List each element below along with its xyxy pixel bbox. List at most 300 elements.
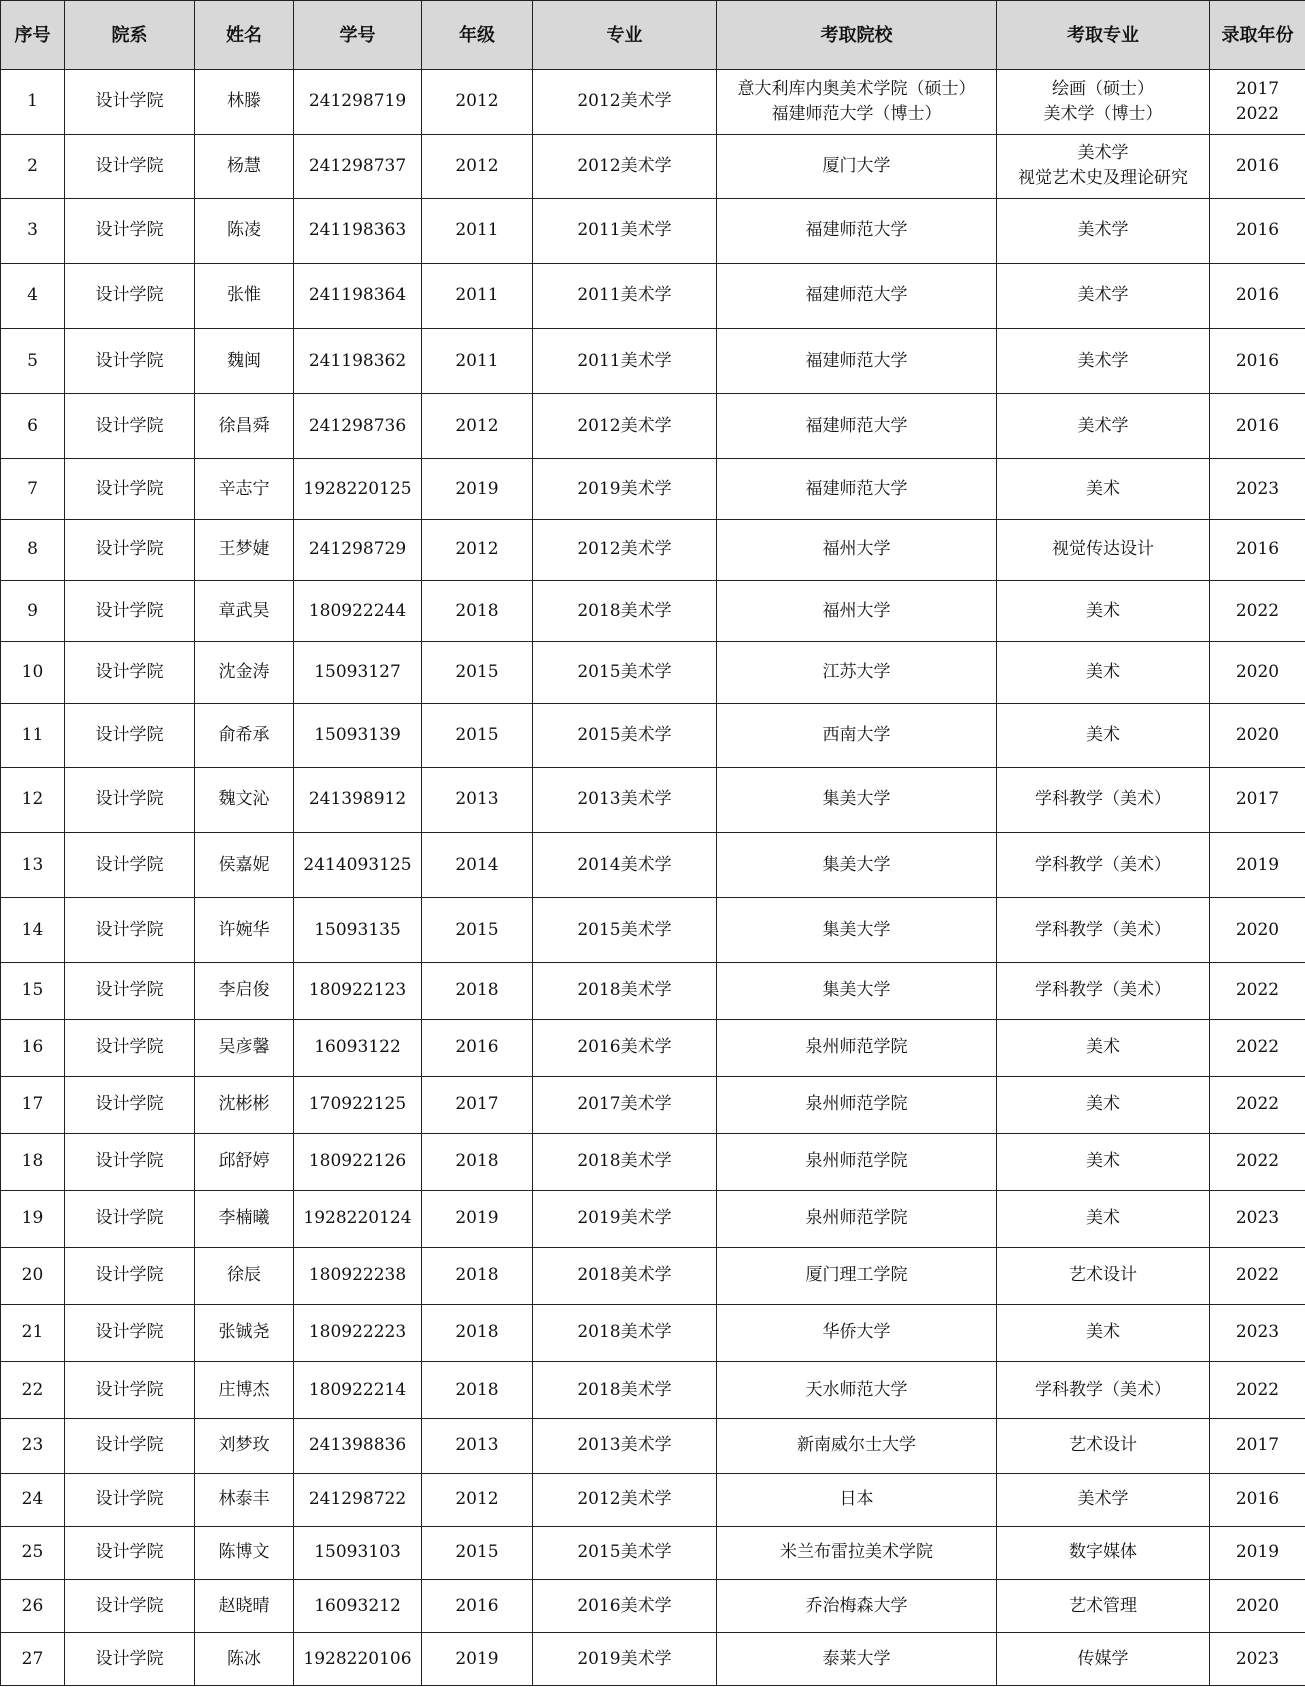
table-row <box>1 263 1305 329</box>
cell-dept: 设计学院 <box>65 1473 195 1526</box>
cell-year-line: 2016 <box>1235 220 1280 241</box>
cell-target-major-line: 美术 <box>1086 1208 1120 1229</box>
cell-major: 2013美术学 <box>533 768 717 833</box>
cell-dept: 设计学院 <box>65 898 195 963</box>
cell-student-id: 241298729 <box>294 519 422 580</box>
cell-name: 王梦婕 <box>195 519 294 580</box>
cell-year-line: 2016 <box>1235 539 1280 560</box>
cell-school-line: 江苏大学 <box>822 661 891 682</box>
cell-name: 陈博文 <box>195 1526 294 1580</box>
cell-year-line: 2020 <box>1235 724 1280 745</box>
cell-dept: 设计学院 <box>65 1190 195 1247</box>
cell-year <box>1210 1190 1305 1247</box>
cell-target-major <box>997 519 1210 580</box>
cell-major: 2012美术学 <box>533 1473 717 1526</box>
table-row <box>1 1190 1305 1247</box>
cell-year-line: 2023 <box>1235 478 1280 499</box>
cell-year-line: 2016 <box>1235 1489 1280 1510</box>
cell-target-major <box>997 1526 1210 1580</box>
cell-student-id: 241198363 <box>294 199 422 264</box>
cell-dept: 设计学院 <box>65 459 195 519</box>
cell-target-major-line: 视觉传达设计 <box>1052 539 1154 560</box>
cell-year <box>1210 832 1305 898</box>
cell-target-major-line: 艺术设计 <box>1069 1265 1137 1286</box>
cell-year <box>1210 898 1305 963</box>
table-row <box>1 70 1305 135</box>
cell-year <box>1210 393 1305 459</box>
cell-year <box>1210 642 1305 703</box>
cell-target-major-line: 美术 <box>1086 1094 1120 1115</box>
cell-year-line: 2017 <box>1235 1435 1280 1456</box>
cell-major: 2015美术学 <box>533 642 717 703</box>
cell-year-line: 2016 <box>1235 350 1280 371</box>
cell-target-major <box>997 962 1210 1019</box>
cell-student-id: 180922223 <box>294 1304 422 1361</box>
cell-school <box>717 519 997 580</box>
cell-year-line: 2022 <box>1235 600 1280 621</box>
cell-target-major <box>997 581 1210 642</box>
cell-target-major-line: 学科教学（美术） <box>1035 789 1171 810</box>
cell-student-id: 170922125 <box>294 1076 422 1133</box>
cell-school-line: 米兰布雷拉美术学院 <box>780 1542 933 1563</box>
cell-target-major <box>997 642 1210 703</box>
table-row <box>1 642 1305 703</box>
cell-dept: 设计学院 <box>65 1526 195 1580</box>
table-row <box>1 768 1305 833</box>
cell-major: 2017美术学 <box>533 1076 717 1133</box>
cell-year-line: 2020 <box>1235 661 1280 682</box>
cell-target-major <box>997 459 1210 519</box>
cell-grade: 2012 <box>422 519 533 580</box>
cell-school-line: 日本 <box>839 1489 874 1510</box>
cell-school-line: 福建师范大学 <box>805 350 908 371</box>
cell-target-major <box>997 898 1210 963</box>
cell-major: 2015美术学 <box>533 898 717 963</box>
table-row <box>1 1076 1305 1133</box>
cell-school <box>717 70 997 135</box>
cell-school-line: 华侨大学 <box>822 1322 891 1343</box>
cell-year-line: 2016 <box>1235 415 1280 436</box>
cell-year <box>1210 962 1305 1019</box>
cell-year-line: 2022 <box>1235 103 1280 124</box>
cell-major: 2015美术学 <box>533 1526 717 1580</box>
cell-student-id: 241298722 <box>294 1473 422 1526</box>
cell-target-major <box>997 1419 1210 1474</box>
cell-school <box>717 1247 997 1304</box>
table-row <box>1 832 1305 898</box>
cell-no: 10 <box>1 642 65 703</box>
cell-target-major <box>997 1190 1210 1247</box>
cell-major: 2016美术学 <box>533 1580 717 1633</box>
cell-grade: 2011 <box>422 329 533 394</box>
cell-year-line: 2019 <box>1235 1542 1280 1563</box>
cell-student-id: 15093127 <box>294 642 422 703</box>
table-row <box>1 1419 1305 1474</box>
col-header-id: 学号 <box>294 1 422 70</box>
col-header-no: 序号 <box>1 1 65 70</box>
cell-target-major-line: 绘画（硕士） <box>1052 78 1154 99</box>
cell-dept: 设计学院 <box>65 1076 195 1133</box>
cell-school <box>717 1133 997 1190</box>
cell-grade: 2018 <box>422 581 533 642</box>
cell-student-id: 15093135 <box>294 898 422 963</box>
cell-school <box>717 898 997 963</box>
cell-year-line: 2017 <box>1235 789 1280 810</box>
cell-year <box>1210 199 1305 264</box>
cell-major: 2012美术学 <box>533 519 717 580</box>
cell-grade: 2013 <box>422 1419 533 1474</box>
cell-school <box>717 768 997 833</box>
cell-target-major <box>997 1633 1210 1686</box>
cell-dept: 设计学院 <box>65 519 195 580</box>
cell-target-major <box>997 329 1210 394</box>
cell-name: 陈冰 <box>195 1633 294 1686</box>
cell-major: 2018美术学 <box>533 581 717 642</box>
cell-target-major <box>997 1362 1210 1419</box>
cell-target-major-line: 美术学 <box>1077 1489 1129 1510</box>
cell-year <box>1210 703 1305 768</box>
cell-target-major <box>997 393 1210 459</box>
cell-name: 林滕 <box>195 70 294 135</box>
cell-year <box>1210 1304 1305 1361</box>
cell-target-major-line: 美术 <box>1086 600 1120 621</box>
cell-target-major <box>997 1019 1210 1076</box>
cell-school <box>717 1633 997 1686</box>
cell-no: 23 <box>1 1419 65 1474</box>
cell-school-line: 福建师范大学 <box>805 478 908 499</box>
cell-year-line: 2023 <box>1235 1322 1280 1343</box>
cell-student-id: 180922126 <box>294 1133 422 1190</box>
cell-target-major <box>997 768 1210 833</box>
cell-year <box>1210 1419 1305 1474</box>
cell-dept: 设计学院 <box>65 1304 195 1361</box>
cell-target-major <box>997 1580 1210 1633</box>
cell-grade: 2018 <box>422 962 533 1019</box>
table-row <box>1 1526 1305 1580</box>
cell-student-id: 241298737 <box>294 134 422 199</box>
cell-dept: 设计学院 <box>65 263 195 329</box>
cell-no: 8 <box>1 519 65 580</box>
cell-no: 3 <box>1 199 65 264</box>
cell-dept: 设计学院 <box>65 1247 195 1304</box>
cell-no: 11 <box>1 703 65 768</box>
cell-no: 2 <box>1 134 65 199</box>
cell-target-major-line: 学科教学（美术） <box>1035 854 1171 875</box>
cell-target-major <box>997 199 1210 264</box>
cell-grade: 2018 <box>422 1304 533 1361</box>
cell-student-id: 241298719 <box>294 70 422 135</box>
cell-grade: 2016 <box>422 1580 533 1633</box>
table-row <box>1 1304 1305 1361</box>
cell-school <box>717 1190 997 1247</box>
cell-school-line: 福建师范大学 <box>805 285 908 306</box>
cell-target-major-line: 视觉艺术史及理论研究 <box>1018 168 1188 189</box>
cell-school <box>717 1419 997 1474</box>
cell-no: 26 <box>1 1580 65 1633</box>
cell-major: 2011美术学 <box>533 263 717 329</box>
cell-grade: 2012 <box>422 134 533 199</box>
cell-name: 辛志宁 <box>195 459 294 519</box>
cell-school <box>717 1019 997 1076</box>
cell-target-major-line: 美术 <box>1086 1037 1120 1058</box>
cell-name: 许婉华 <box>195 898 294 963</box>
cell-target-major-line: 传媒学 <box>1077 1648 1129 1669</box>
cell-target-major <box>997 70 1210 135</box>
cell-grade: 2012 <box>422 393 533 459</box>
cell-year <box>1210 329 1305 394</box>
cell-student-id: 15093103 <box>294 1526 422 1580</box>
cell-year-line: 2020 <box>1235 919 1280 940</box>
cell-target-major-line: 艺术设计 <box>1069 1435 1137 1456</box>
cell-student-id: 241298736 <box>294 393 422 459</box>
cell-name: 赵晓晴 <box>195 1580 294 1633</box>
cell-school-line: 福建师范大学（博士） <box>771 103 942 124</box>
cell-target-major <box>997 1133 1210 1190</box>
cell-grade: 2015 <box>422 642 533 703</box>
cell-year <box>1210 459 1305 519</box>
cell-target-major <box>997 832 1210 898</box>
cell-school-line: 福建师范大学 <box>805 415 908 436</box>
cell-target-major-line: 美术学（博士） <box>1043 103 1163 124</box>
cell-name: 俞希承 <box>195 703 294 768</box>
cell-major: 2018美术学 <box>533 1304 717 1361</box>
cell-student-id: 1928220106 <box>294 1633 422 1686</box>
header-row <box>1 1 1305 70</box>
cell-target-major-line: 学科教学（美术） <box>1035 980 1171 1001</box>
cell-school-line: 泉州师范学院 <box>805 1037 908 1058</box>
table-row <box>1 1633 1305 1686</box>
cell-name: 刘梦玫 <box>195 1419 294 1474</box>
cell-grade: 2019 <box>422 459 533 519</box>
cell-student-id: 180922214 <box>294 1362 422 1419</box>
cell-name: 杨慧 <box>195 134 294 199</box>
cell-grade: 2015 <box>422 898 533 963</box>
cell-year-line: 2023 <box>1235 1648 1280 1669</box>
table-row <box>1 962 1305 1019</box>
cell-school <box>717 1473 997 1526</box>
cell-target-major-line: 美术 <box>1086 1322 1120 1343</box>
cell-school <box>717 1076 997 1133</box>
cell-no: 1 <box>1 70 65 135</box>
cell-year-line: 2017 <box>1235 78 1280 99</box>
cell-student-id: 180922123 <box>294 962 422 1019</box>
table-header <box>1 1 1305 70</box>
cell-dept: 设计学院 <box>65 70 195 135</box>
cell-year <box>1210 1362 1305 1419</box>
cell-dept: 设计学院 <box>65 768 195 833</box>
cell-year-line: 2022 <box>1235 1151 1280 1172</box>
table-body <box>1 70 1305 1686</box>
cell-no: 12 <box>1 768 65 833</box>
cell-school-line: 集美大学 <box>822 980 891 1001</box>
cell-year-line: 2016 <box>1235 285 1280 306</box>
cell-name: 张铖尧 <box>195 1304 294 1361</box>
cell-school <box>717 832 997 898</box>
cell-dept: 设计学院 <box>65 1580 195 1633</box>
cell-year-line: 2019 <box>1235 854 1280 875</box>
cell-year <box>1210 1133 1305 1190</box>
cell-student-id: 15093139 <box>294 703 422 768</box>
cell-school-line: 厦门理工学院 <box>805 1265 908 1286</box>
cell-no: 25 <box>1 1526 65 1580</box>
cell-major: 2012美术学 <box>533 393 717 459</box>
cell-target-major-line: 学科教学（美术） <box>1035 1379 1171 1400</box>
cell-school-line: 泰莱大学 <box>822 1648 891 1669</box>
cell-major: 2012美术学 <box>533 134 717 199</box>
cell-school-line: 集美大学 <box>822 854 891 875</box>
cell-school <box>717 642 997 703</box>
cell-year <box>1210 768 1305 833</box>
cell-name: 魏闽 <box>195 329 294 394</box>
cell-major: 2011美术学 <box>533 199 717 264</box>
cell-target-major-line: 美术学 <box>1077 350 1129 371</box>
cell-year <box>1210 1247 1305 1304</box>
cell-major: 2012美术学 <box>533 70 717 135</box>
cell-no: 6 <box>1 393 65 459</box>
cell-major: 2018美术学 <box>533 1247 717 1304</box>
cell-school <box>717 1304 997 1361</box>
cell-no: 19 <box>1 1190 65 1247</box>
col-header-major: 专业 <box>533 1 717 70</box>
cell-school <box>717 393 997 459</box>
table-row <box>1 1473 1305 1526</box>
cell-year <box>1210 134 1305 199</box>
cell-school <box>717 459 997 519</box>
cell-school <box>717 1580 997 1633</box>
cell-target-major-line: 美术学 <box>1077 220 1129 241</box>
table-row <box>1 581 1305 642</box>
cell-school <box>717 1362 997 1419</box>
cell-year <box>1210 519 1305 580</box>
cell-major: 2019美术学 <box>533 1190 717 1247</box>
cell-year <box>1210 70 1305 135</box>
cell-major: 2018美术学 <box>533 1133 717 1190</box>
cell-school <box>717 329 997 394</box>
table-row <box>1 898 1305 963</box>
cell-name: 陈凌 <box>195 199 294 264</box>
cell-major: 2018美术学 <box>533 1362 717 1419</box>
table-row <box>1 199 1305 264</box>
cell-major: 2014美术学 <box>533 832 717 898</box>
cell-name: 章武昊 <box>195 581 294 642</box>
table-row <box>1 1019 1305 1076</box>
cell-student-id: 180922244 <box>294 581 422 642</box>
table-row <box>1 519 1305 580</box>
cell-grade: 2018 <box>422 1247 533 1304</box>
cell-dept: 设计学院 <box>65 199 195 264</box>
cell-school-line: 福州大学 <box>822 539 891 560</box>
cell-school-line: 泉州师范学院 <box>805 1151 908 1172</box>
cell-no: 21 <box>1 1304 65 1361</box>
cell-year <box>1210 1019 1305 1076</box>
cell-grade: 2012 <box>422 1473 533 1526</box>
cell-target-major-line: 美术学 <box>1077 285 1129 306</box>
cell-year <box>1210 1473 1305 1526</box>
cell-grade: 2019 <box>422 1633 533 1686</box>
table-row <box>1 459 1305 519</box>
cell-year <box>1210 1076 1305 1133</box>
cell-dept: 设计学院 <box>65 329 195 394</box>
cell-student-id: 241198364 <box>294 263 422 329</box>
cell-grade: 2019 <box>422 1190 533 1247</box>
cell-dept: 设计学院 <box>65 1633 195 1686</box>
cell-school <box>717 962 997 1019</box>
cell-school-line: 福建师范大学 <box>805 220 908 241</box>
cell-target-major <box>997 1247 1210 1304</box>
cell-school <box>717 199 997 264</box>
cell-school-line: 新南威尔士大学 <box>797 1435 916 1456</box>
cell-grade: 2011 <box>422 199 533 264</box>
cell-year-line: 2022 <box>1235 1265 1280 1286</box>
cell-name: 张惟 <box>195 263 294 329</box>
cell-target-major-line: 学科教学（美术） <box>1035 919 1171 940</box>
cell-student-id: 241398912 <box>294 768 422 833</box>
cell-student-id: 241398836 <box>294 1419 422 1474</box>
cell-year-line: 2022 <box>1235 1379 1280 1400</box>
col-header-grade: 年级 <box>422 1 533 70</box>
cell-year-line: 2022 <box>1235 1094 1280 1115</box>
cell-no: 9 <box>1 581 65 642</box>
cell-year-line: 2016 <box>1235 155 1280 176</box>
cell-student-id: 1928220125 <box>294 459 422 519</box>
cell-student-id: 1928220124 <box>294 1190 422 1247</box>
cell-school-line: 泉州师范学院 <box>805 1208 908 1229</box>
cell-name: 吴彦馨 <box>195 1019 294 1076</box>
cell-major: 2013美术学 <box>533 1419 717 1474</box>
cell-grade: 2015 <box>422 703 533 768</box>
cell-target-major <box>997 134 1210 199</box>
table-row <box>1 1580 1305 1633</box>
col-header-school: 考取院校 <box>717 1 997 70</box>
cell-school <box>717 263 997 329</box>
table-row <box>1 1247 1305 1304</box>
cell-school-line: 集美大学 <box>822 919 891 940</box>
cell-school-line: 西南大学 <box>822 724 891 745</box>
cell-grade: 2014 <box>422 832 533 898</box>
cell-school-line: 厦门大学 <box>822 155 891 176</box>
cell-year-line: 2020 <box>1235 1595 1280 1616</box>
cell-year-line: 2022 <box>1235 1037 1280 1058</box>
cell-grade: 2018 <box>422 1133 533 1190</box>
cell-dept: 设计学院 <box>65 832 195 898</box>
cell-no: 20 <box>1 1247 65 1304</box>
cell-dept: 设计学院 <box>65 1019 195 1076</box>
cell-school-line: 意大利库内奥美术学院（硕士） <box>737 78 976 99</box>
cell-dept: 设计学院 <box>65 1362 195 1419</box>
cell-name: 沈彬彬 <box>195 1076 294 1133</box>
cell-dept: 设计学院 <box>65 962 195 1019</box>
cell-school <box>717 1526 997 1580</box>
cell-grade: 2017 <box>422 1076 533 1133</box>
cell-year <box>1210 1633 1305 1686</box>
cell-school-line: 乔治梅森大学 <box>805 1595 908 1616</box>
cell-school-line: 泉州师范学院 <box>805 1094 908 1115</box>
cell-school <box>717 703 997 768</box>
col-header-dept: 院系 <box>65 1 195 70</box>
cell-dept: 设计学院 <box>65 703 195 768</box>
cell-year <box>1210 263 1305 329</box>
cell-dept: 设计学院 <box>65 134 195 199</box>
cell-school <box>717 581 997 642</box>
cell-name: 庄博杰 <box>195 1362 294 1419</box>
cell-grade: 2015 <box>422 1526 533 1580</box>
cell-school-line: 集美大学 <box>822 789 891 810</box>
cell-grade: 2016 <box>422 1019 533 1076</box>
cell-school-line: 天水师范大学 <box>805 1379 908 1400</box>
cell-target-major <box>997 1304 1210 1361</box>
cell-major: 2015美术学 <box>533 703 717 768</box>
cell-name: 李楠曦 <box>195 1190 294 1247</box>
